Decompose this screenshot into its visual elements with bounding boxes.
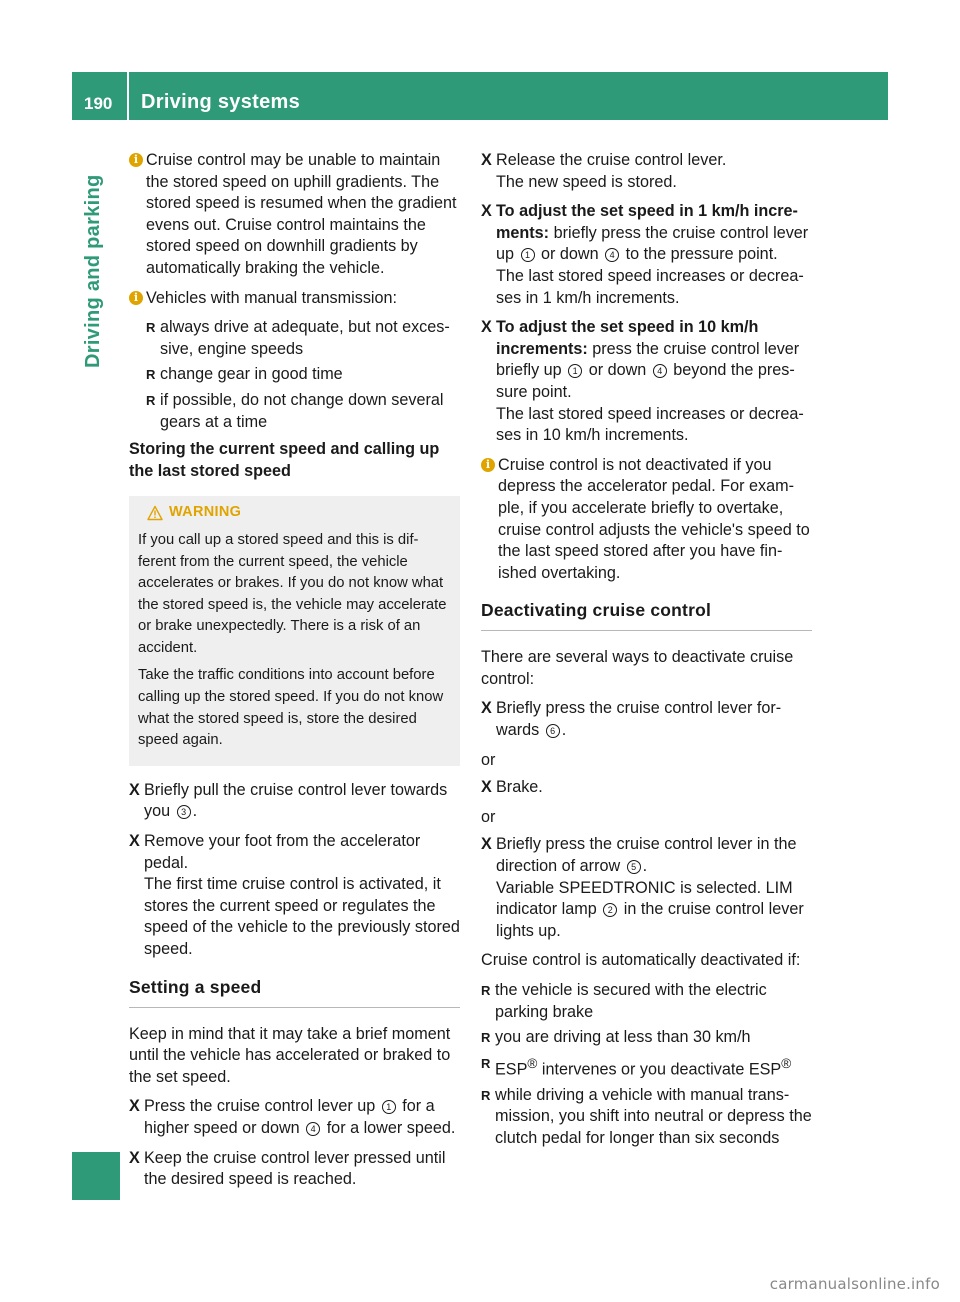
step-arrow-icon: X (129, 1148, 140, 1167)
list-item: X Briefly press the cruise control lever in the direction of arrow 5 . Variable SPEEDTRONIC is selected. LIM indicator lamp 2 in the cruise control lever lights up. (481, 835, 804, 940)
list-item: X Press the cruise control lever up 1 for a higher speed or down 4 for a lower speed. (129, 1097, 456, 1137)
step-arrow-icon: X (129, 1097, 140, 1116)
left-column (129, 150, 460, 1199)
list-item: X Remove your foot from the accelerator pedal. The first time cruise control is activated, it stores the current speed or regulates the speed of the vehicle to the previously stored speed. (129, 832, 460, 958)
list-item: X To adjust the set speed in 10 km/h increments: press the cruise control lever briefly up 1 or down 4 beyond the pres-sure point. The last stored speed increases or decrea-ses in 10 km/h increments. (481, 318, 804, 445)
callout-number: 3 (177, 805, 191, 819)
storing-steps (129, 780, 460, 961)
chapter-label-text: Driving and parking (82, 174, 104, 368)
watermark: carmanualsonline.info (769, 1275, 940, 1294)
step-arrow-icon: X (481, 202, 492, 221)
callout-number: 1 (521, 248, 535, 262)
deactivating-heading: Deactivating cruise control (481, 598, 812, 631)
page-number: 190 (84, 94, 113, 113)
warning-header (135, 502, 454, 524)
setting-steps (129, 1096, 460, 1190)
setting-speed-heading: Setting a speed (129, 975, 460, 1008)
storing-heading: Storing the current speed and calling up the last stored speed (129, 440, 440, 480)
list-item: X To adjust the set speed in 1 km/h incre-ments: briefly press the cruise control lever up 1 or down 4 to the pressure point. The last stored speed increases or decrea-ses in 1 km/h increments. (481, 202, 809, 307)
header-divider (127, 72, 129, 120)
info-icon: i (129, 153, 143, 167)
warning-triangle-icon (147, 505, 163, 521)
list-item: R ESP® intervenes or you deactivate ESP® (481, 1053, 812, 1081)
warning-box (129, 496, 460, 766)
manual-transmission-list (129, 317, 460, 433)
info-text: Cruise control may be unable to maintain the stored speed on uphill gradients. The stored speed is resumed when the gradient evens out. Cruise control maintains the stored speed on downhill gradients by automatically braking the vehicle. (146, 151, 457, 277)
callout-number: 6 (546, 724, 560, 738)
info-text: Vehicles with manual transmission: (146, 288, 398, 307)
setting-speed-para: Keep in mind that it may take a brief moment until the vehicle has accelerated or braked to the set speed. (129, 1024, 451, 1086)
list-item: X Briefly press the cruise control lever for-wards 6 . (481, 699, 782, 740)
list-item: R while driving a vehicle with manual trans-mission, you shift into neutral or depress the clutch pedal for longer than six seconds (481, 1085, 812, 1150)
info-icon: i (481, 458, 495, 472)
warning-title: WARNING (169, 504, 242, 521)
callout-number: 5 (627, 860, 641, 874)
auto-deactivation-para: Cruise control is automatically deactivated if: (481, 951, 801, 970)
deactivating-steps-arrow (481, 834, 812, 942)
adjust-steps (481, 150, 812, 447)
info-icon: i (129, 291, 143, 305)
callout-number: 1 (568, 364, 582, 378)
list-item: R always drive at adequate, but not exces-sive, engine speeds (146, 317, 460, 360)
list-item: X Brake. (481, 777, 812, 799)
callout-number: 4 (605, 248, 619, 262)
deactivating-steps (481, 698, 812, 741)
info-note-manual (129, 288, 460, 310)
step-arrow-icon: X (481, 699, 492, 718)
info-note-uphill (129, 150, 460, 280)
list-item: X Briefly pull the cruise control lever towards you 3 . (129, 780, 448, 821)
callout-number: 4 (653, 364, 667, 378)
step-arrow-icon: X (481, 151, 492, 169)
section-title: Driving systems (141, 91, 301, 113)
deactivating-steps-brake (481, 777, 812, 799)
warning-text: If you call up a stored speed and this is dif-ferent from the current speed, the vehicle accelerates or brakes. If you do not know what the stored speed is, the vehicle may accelerate or brake unexpectedly. There is a risk of an accident. (138, 531, 447, 656)
chapter-tab-block (72, 1152, 120, 1200)
deactivating-para: There are several ways to deactivate cruise control: (481, 648, 794, 688)
callout-number: 1 (382, 1100, 396, 1114)
step-arrow-icon: X (129, 780, 140, 799)
step-arrow-icon: X (481, 318, 492, 337)
step-arrow-icon: X (481, 835, 492, 854)
callout-number: 4 (306, 1122, 320, 1136)
step-arrow-icon: X (481, 778, 492, 797)
warning-text: Take the traffic conditions into account before calling up the stored speed. If you do not know what the stored speed is, store the desired speed again. (138, 667, 444, 749)
right-column (481, 150, 812, 1156)
info-text: Cruise control is not deactivated if you depress the accelerator pedal. For exam-ple, if you accelerate briefly to overtake, cruise control adjusts the vehicle's speed to the last speed stored after you have fin-ished overtaking. (498, 455, 810, 582)
list-item: R if possible, do not change down several gears at a time (146, 390, 460, 433)
list-item: R the vehicle is secured with the electric parking brake (481, 980, 812, 1023)
info-note-accelerator (481, 455, 812, 585)
list-item: R change gear in good time (146, 364, 460, 386)
auto-deactivation-list (481, 980, 812, 1150)
callout-number: 2 (603, 903, 617, 917)
or-text: or (481, 807, 496, 826)
list-item: R you are driving at less than 30 km/h (481, 1027, 812, 1049)
step-arrow-icon: X (129, 832, 140, 851)
list-item: X Release the cruise control lever. The new speed is stored. (481, 151, 727, 191)
or-text: or (481, 750, 496, 769)
list-item: X Keep the cruise control lever pressed until the desired speed is reached. (129, 1148, 446, 1189)
